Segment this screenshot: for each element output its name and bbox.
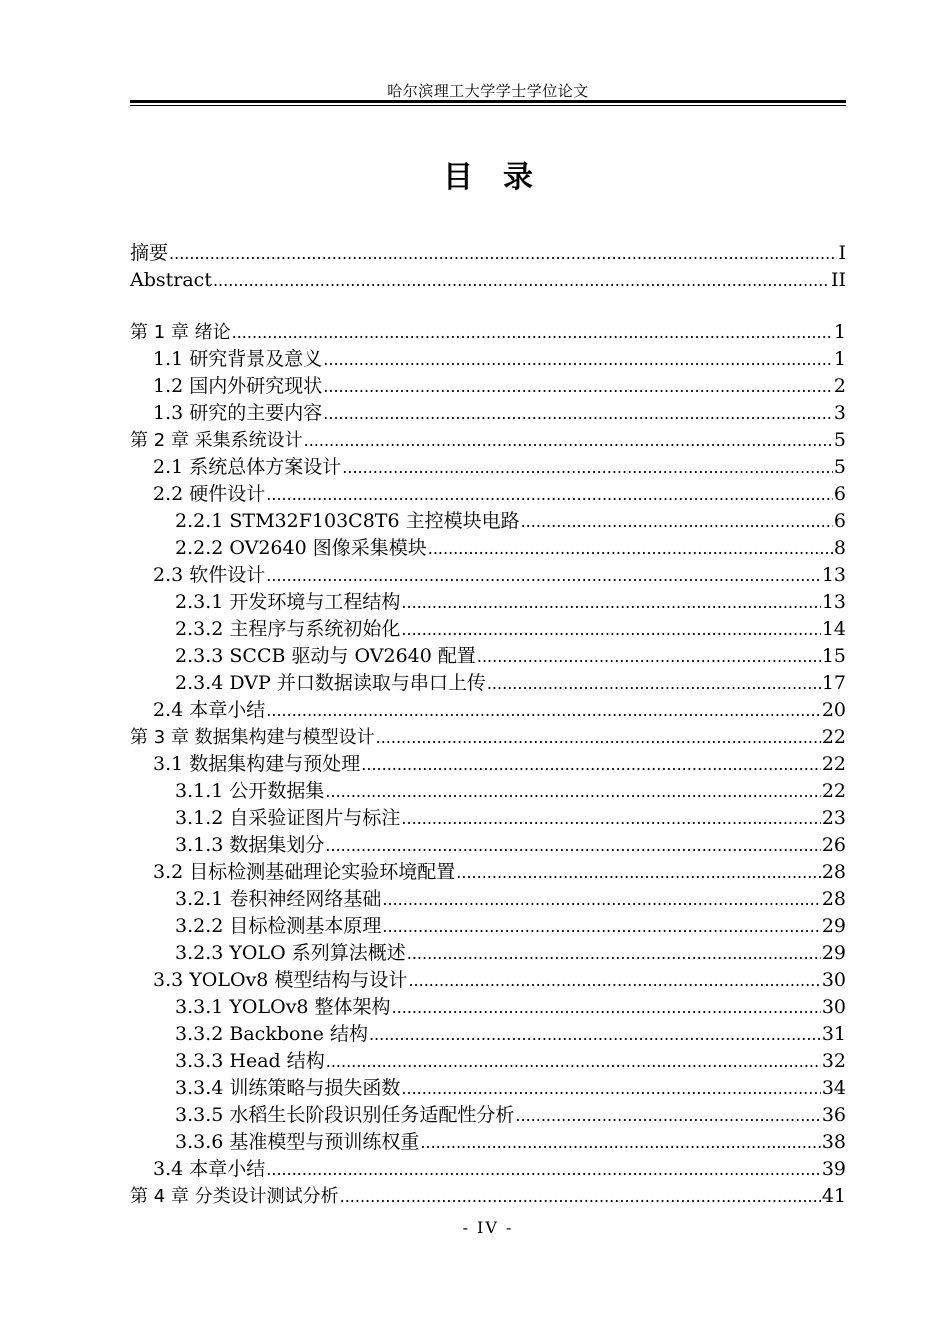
- toc-entry-page: 39: [821, 1158, 846, 1180]
- toc-entry[interactable]: [130, 373, 846, 400]
- toc-dot-leader: [401, 616, 820, 643]
- toc-entries: [130, 319, 846, 1210]
- toc-dot-leader: [420, 1129, 820, 1156]
- toc-entry-label: 第 3 章 数据集构建与模型设计: [130, 727, 375, 748]
- toc-entry-label: 2.2 硬件设计: [153, 483, 266, 505]
- toc-entry-page: II: [830, 269, 846, 291]
- toc-dot-leader: [323, 373, 833, 400]
- toc-entry[interactable]: [130, 697, 846, 724]
- toc-entry-label: 2.2.2 OV2640 图像采集模块: [175, 537, 427, 559]
- toc-entry-page: 3: [833, 402, 846, 424]
- toc-entry-page: 38: [821, 1131, 846, 1153]
- toc-entry[interactable]: [130, 454, 846, 481]
- header-rule: [130, 100, 846, 103]
- toc-entry-page: 22: [821, 753, 846, 775]
- toc-entry[interactable]: [130, 832, 846, 859]
- toc-entry-label: 3.3.2 Backbone 结构: [175, 1023, 368, 1045]
- toc-entry-label: 3.2.1 卷积神经网络基础: [175, 888, 382, 910]
- toc-title: 目录: [443, 160, 563, 195]
- toc-entry-label: 第 4 章 分类设计测试分析: [130, 1186, 339, 1207]
- toc-entry-label: 第 1 章 绪论: [130, 322, 231, 343]
- toc-entry-label: 3.3.4 训练策略与损失函数: [175, 1077, 401, 1099]
- toc-dot-leader: [340, 1183, 821, 1210]
- toc-dot-leader: [342, 454, 833, 481]
- toc-dot-leader: [326, 1048, 821, 1075]
- toc-entry-label: 3.1.3 数据集划分: [175, 834, 325, 856]
- toc-entry-page: 5: [833, 429, 846, 451]
- toc-gap: [130, 294, 846, 319]
- toc-entry[interactable]: [130, 562, 846, 589]
- toc-entry-label: 2.4 本章小结: [153, 699, 266, 721]
- toc-entry-page: 31: [821, 1023, 846, 1045]
- toc-dot-leader: [477, 643, 821, 670]
- toc-dot-leader: [213, 267, 830, 294]
- toc-entry-label: 1.3 研究的主要内容: [153, 402, 323, 424]
- toc-entry-label: Abstract: [130, 269, 212, 291]
- toc-entry-page: 15: [821, 645, 846, 667]
- toc-entry-page: 6: [833, 483, 846, 505]
- toc-entry-page: 30: [821, 969, 846, 991]
- toc-dot-leader: [487, 670, 821, 697]
- header-rule-thin: [130, 105, 846, 106]
- toc-entry[interactable]: [130, 616, 846, 643]
- toc-entry[interactable]: [130, 400, 846, 427]
- toc-entry-label: 3.2.2 目标检测基本原理: [175, 915, 382, 937]
- toc-entry-label: 2.3.1 开发环境与工程结构: [175, 591, 401, 613]
- toc-dot-leader: [401, 589, 820, 616]
- toc-chapter-entry[interactable]: [130, 427, 846, 454]
- toc-entry-page: 36: [821, 1104, 846, 1126]
- toc-entry[interactable]: [130, 1102, 846, 1129]
- toc-entry-page: 29: [821, 915, 846, 937]
- toc-dot-leader: [401, 1075, 820, 1102]
- toc-entry-label: 2.3 软件设计: [153, 564, 266, 586]
- toc-dot-leader: [266, 481, 833, 508]
- toc-front-matter: [130, 240, 846, 294]
- toc-entry-page: 20: [821, 699, 846, 721]
- toc-entry-page: 26: [821, 834, 846, 856]
- toc-chapter-entry[interactable]: [130, 319, 846, 346]
- toc-entry-label: 3.3.3 Head 结构: [175, 1050, 325, 1072]
- toc-entry-page: 14: [821, 618, 846, 640]
- toc-dot-leader: [456, 859, 821, 886]
- toc-entry[interactable]: [130, 481, 846, 508]
- toc-entry-label: 2.3.2 主程序与系统初始化: [175, 618, 401, 640]
- toc-entry[interactable]: [130, 535, 846, 562]
- toc-entry-label: 1.1 研究背景及意义: [153, 348, 323, 370]
- toc-entry-page: 6: [833, 510, 846, 532]
- toc-entry-page: 22: [821, 726, 846, 748]
- toc-entry[interactable]: [130, 1048, 846, 1075]
- toc-dot-leader: [323, 346, 833, 373]
- toc-entry[interactable]: [130, 643, 846, 670]
- toc-entry[interactable]: [130, 886, 846, 913]
- toc-entry-label: 第 2 章 采集系统设计: [130, 430, 303, 451]
- toc-entry[interactable]: [130, 994, 846, 1021]
- toc-entry-label: 3.1.1 公开数据集: [175, 780, 325, 802]
- toc-entry[interactable]: [130, 778, 846, 805]
- toc-dot-leader: [325, 832, 820, 859]
- toc-entry-page: 32: [821, 1050, 846, 1072]
- toc-dot-leader: [408, 967, 820, 994]
- toc-dot-leader: [369, 1021, 821, 1048]
- toc-dot-leader: [169, 240, 837, 267]
- toc-entry-page: 2: [833, 375, 846, 397]
- toc-entry-label: 3.4 本章小结: [153, 1158, 266, 1180]
- table-of-contents: [130, 240, 846, 1210]
- toc-chapter-entry[interactable]: [130, 724, 846, 751]
- toc-entry-page: 1: [833, 321, 846, 343]
- toc-entry-page: 13: [821, 564, 846, 586]
- toc-dot-leader: [266, 697, 821, 724]
- toc-entry-page: 34: [821, 1077, 846, 1099]
- toc-entry[interactable]: [130, 751, 846, 778]
- toc-dot-leader: [304, 427, 833, 454]
- toc-dot-leader: [392, 994, 821, 1021]
- toc-entry[interactable]: [130, 1129, 846, 1156]
- toc-entry-page: 8: [833, 537, 846, 559]
- toc-entry-page: 28: [821, 861, 846, 883]
- toc-entry-label: 3.3.5 水稻生长阶段识别任务适配性分析: [175, 1104, 515, 1126]
- toc-dot-leader: [325, 778, 820, 805]
- toc-entry[interactable]: [130, 859, 846, 886]
- toc-entry-page: 30: [821, 996, 846, 1018]
- toc-dot-leader: [382, 886, 820, 913]
- toc-entry-label: 2.1 系统总体方案设计: [153, 456, 342, 478]
- toc-dot-leader: [521, 508, 833, 535]
- toc-entry-page: 23: [821, 807, 846, 829]
- toc-entry-label: 3.2.3 YOLO 系列算法概述: [175, 942, 406, 964]
- page-number: - IV -: [462, 1218, 514, 1237]
- toc-entry[interactable]: [130, 913, 846, 940]
- toc-dot-leader: [376, 724, 821, 751]
- toc-entry-page: I: [838, 242, 846, 264]
- toc-entry[interactable]: [130, 1021, 846, 1048]
- toc-entry[interactable]: [130, 346, 846, 373]
- toc-entry-page: 13: [821, 591, 846, 613]
- toc-entry-page: 5: [833, 456, 846, 478]
- toc-entry-page: 28: [821, 888, 846, 910]
- running-header: 哈尔滨理工大学学士学位论文: [387, 82, 589, 100]
- toc-dot-leader: [515, 1102, 820, 1129]
- toc-dot-leader: [428, 535, 833, 562]
- toc-entry[interactable]: [130, 967, 846, 994]
- toc-entry-label: 3.1 数据集构建与预处理: [153, 753, 361, 775]
- toc-entry-page: 29: [821, 942, 846, 964]
- toc-entry[interactable]: [130, 1075, 846, 1102]
- toc-dot-leader: [266, 562, 821, 589]
- toc-chapter-entry[interactable]: [130, 1183, 846, 1210]
- toc-entry[interactable]: [130, 1156, 846, 1183]
- toc-entry[interactable]: [130, 589, 846, 616]
- toc-dot-leader: [323, 400, 833, 427]
- toc-entry-label: 2.3.3 SCCB 驱动与 OV2640 配置: [175, 645, 476, 667]
- toc-entry-label: 摘要: [130, 242, 169, 264]
- toc-dot-leader: [407, 940, 821, 967]
- toc-entry[interactable]: [130, 240, 846, 267]
- toc-entry-label: 3.2 目标检测基础理论实验环境配置: [153, 861, 456, 883]
- toc-entry[interactable]: [130, 267, 846, 294]
- toc-entry-page: 17: [821, 672, 846, 694]
- toc-entry-label: 3.1.2 自采验证图片与标注: [175, 807, 401, 829]
- toc-entry-label: 2.3.4 DVP 并口数据读取与串口上传: [175, 672, 486, 694]
- toc-entry-page: 22: [821, 780, 846, 802]
- toc-entry-label: 3.3 YOLOv8 模型结构与设计: [153, 969, 408, 991]
- toc-dot-leader: [232, 319, 833, 346]
- toc-entry[interactable]: [130, 805, 846, 832]
- toc-dot-leader: [266, 1156, 821, 1183]
- toc-entry-label: 2.2.1 STM32F103C8T6 主控模块电路: [175, 510, 520, 532]
- toc-dot-leader: [401, 805, 820, 832]
- toc-entry-label: 3.3.1 YOLOv8 整体架构: [175, 996, 391, 1018]
- toc-entry[interactable]: [130, 508, 846, 535]
- toc-entry[interactable]: [130, 940, 846, 967]
- toc-entry-page: 1: [833, 348, 846, 370]
- toc-entry[interactable]: [130, 670, 846, 697]
- toc-entry-page: 41: [821, 1185, 846, 1207]
- toc-entry-label: 1.2 国内外研究现状: [153, 375, 323, 397]
- toc-dot-leader: [382, 913, 820, 940]
- toc-entry-label: 3.3.6 基准模型与预训练权重: [175, 1131, 420, 1153]
- toc-dot-leader: [361, 751, 821, 778]
